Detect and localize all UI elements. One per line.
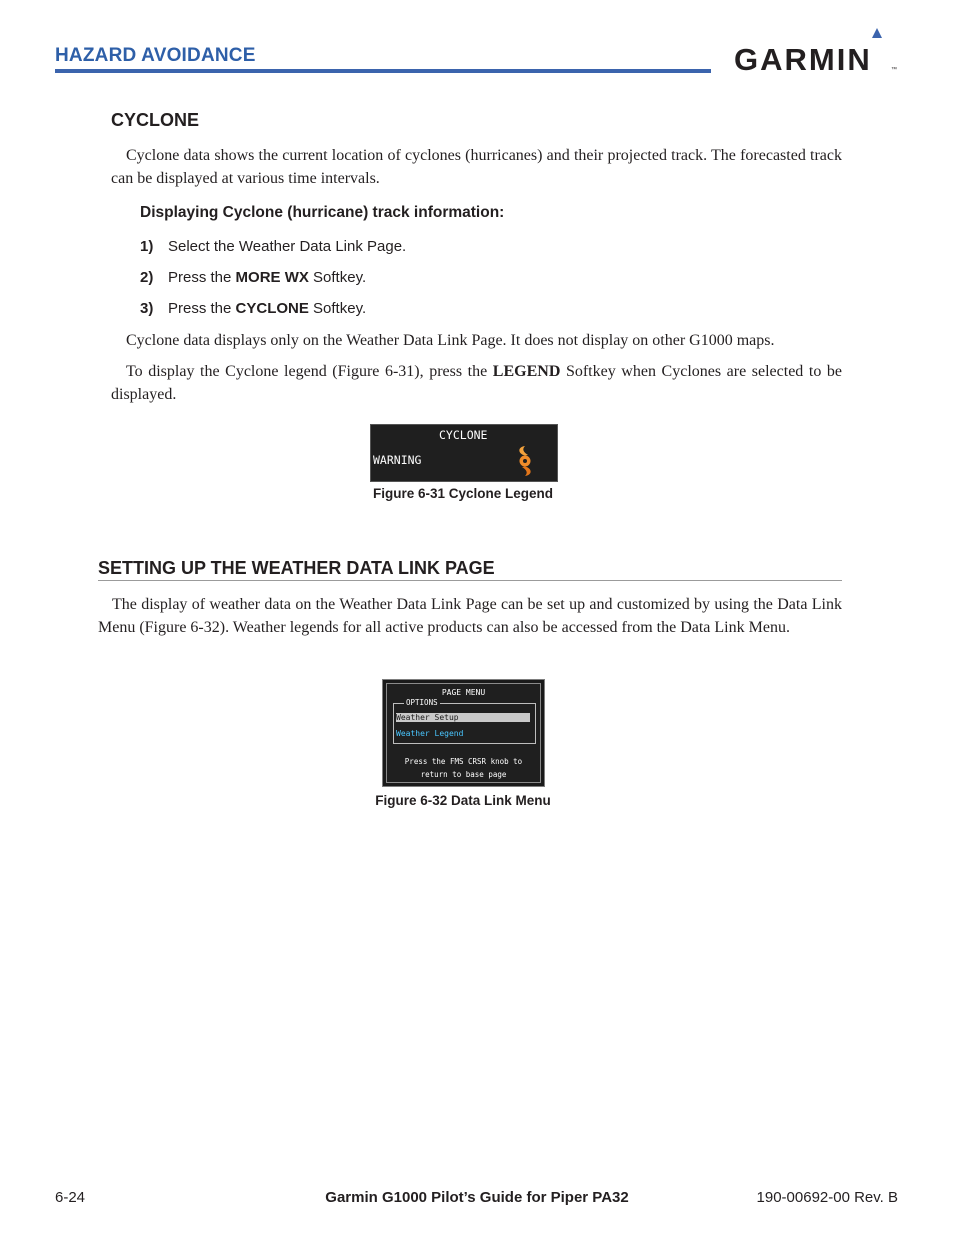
softkey-name: CYCLONE bbox=[235, 300, 309, 317]
menu-item-weather-setup[interactable]: Weather Setup bbox=[396, 713, 530, 722]
procedure-step-1 bbox=[140, 238, 406, 255]
legend-title: CYCLONE bbox=[439, 428, 488, 442]
cyclone-intro-paragraph: Cyclone data shows the current location of cyclones (hurricanes) and their projected track. The forecasted track can be displayed at various time intervals. bbox=[111, 147, 842, 187]
step-text: Select the Weather Data Link Page. bbox=[168, 238, 407, 255]
document-number: 190-00692-00 Rev. B bbox=[756, 1189, 898, 1206]
procedure-title: Displaying Cyclone (hurricane) track information: bbox=[140, 204, 505, 221]
logo-trademark: ™ bbox=[891, 67, 897, 73]
procedure-step-3 bbox=[140, 300, 366, 317]
figure-caption: Figure 6-31 Cyclone Legend bbox=[372, 486, 554, 501]
page-menu-window bbox=[386, 683, 541, 783]
menu-help-text bbox=[387, 756, 540, 781]
softkey-name: MORE WX bbox=[235, 269, 309, 286]
softkey-name: LEGEND bbox=[492, 363, 561, 380]
page-menu-title: PAGE MENU bbox=[441, 688, 486, 697]
header-rule bbox=[55, 69, 711, 73]
menu-item-weather-legend[interactable]: Weather Legend bbox=[396, 729, 464, 738]
figure-caption: Figure 6-32 Data Link Menu bbox=[375, 793, 551, 808]
options-group-label: OPTIONS bbox=[406, 698, 438, 707]
garmin-logo bbox=[733, 26, 901, 76]
cyclone-legend-paragraph bbox=[111, 361, 842, 406]
cyclone-symbol-icon bbox=[513, 445, 537, 477]
footer-title: Garmin G1000 Pilot’s Guide for Piper PA32 bbox=[325, 1189, 629, 1206]
step-number: 3) bbox=[140, 300, 154, 317]
section-title: HAZARD AVOIDANCE bbox=[55, 45, 256, 66]
step-text: Press the bbox=[168, 300, 236, 317]
step-number: 2) bbox=[140, 269, 154, 286]
help-line-1: Press the FMS CRSR knob to bbox=[404, 757, 523, 766]
setup-paragraph: The display of weather data on the Weather Data Link Page can be set up and customized by using the Data Link Menu (Figure 6-32). Weather legends for all active products can also be accessed from the Data Link Menu. bbox=[98, 596, 842, 636]
logo-wordmark: GARMIN bbox=[734, 42, 872, 76]
step-text: Softkey. bbox=[308, 300, 367, 317]
cyclone-display-note: Cyclone data displays only on the Weather Data Link Page. It does not display on other G1000 maps. bbox=[126, 332, 775, 349]
options-group bbox=[393, 698, 536, 744]
legend-warning-label: WARNING bbox=[373, 453, 422, 467]
cyclone-legend-figure bbox=[370, 424, 558, 482]
cyclone-heading: CYCLONE bbox=[111, 110, 200, 130]
step-text: Press the bbox=[168, 269, 236, 286]
step-number: 1) bbox=[140, 238, 154, 255]
logo-triangle-icon bbox=[872, 28, 882, 38]
step-text: Softkey. bbox=[308, 269, 367, 286]
legend-text: Softkey when Cyclones are selected to be displayed. bbox=[111, 363, 843, 403]
setup-heading: SETTING UP THE WEATHER DATA LINK PAGE bbox=[98, 558, 495, 578]
legend-text: To display the Cyclone legend (Figure 6-31), press the bbox=[126, 363, 493, 380]
page-number: 6-24 bbox=[55, 1189, 86, 1206]
heading-rule bbox=[98, 580, 842, 581]
procedure-step-2 bbox=[140, 269, 366, 286]
data-link-menu-figure bbox=[382, 679, 545, 787]
help-line-2: return to base page bbox=[420, 769, 507, 779]
